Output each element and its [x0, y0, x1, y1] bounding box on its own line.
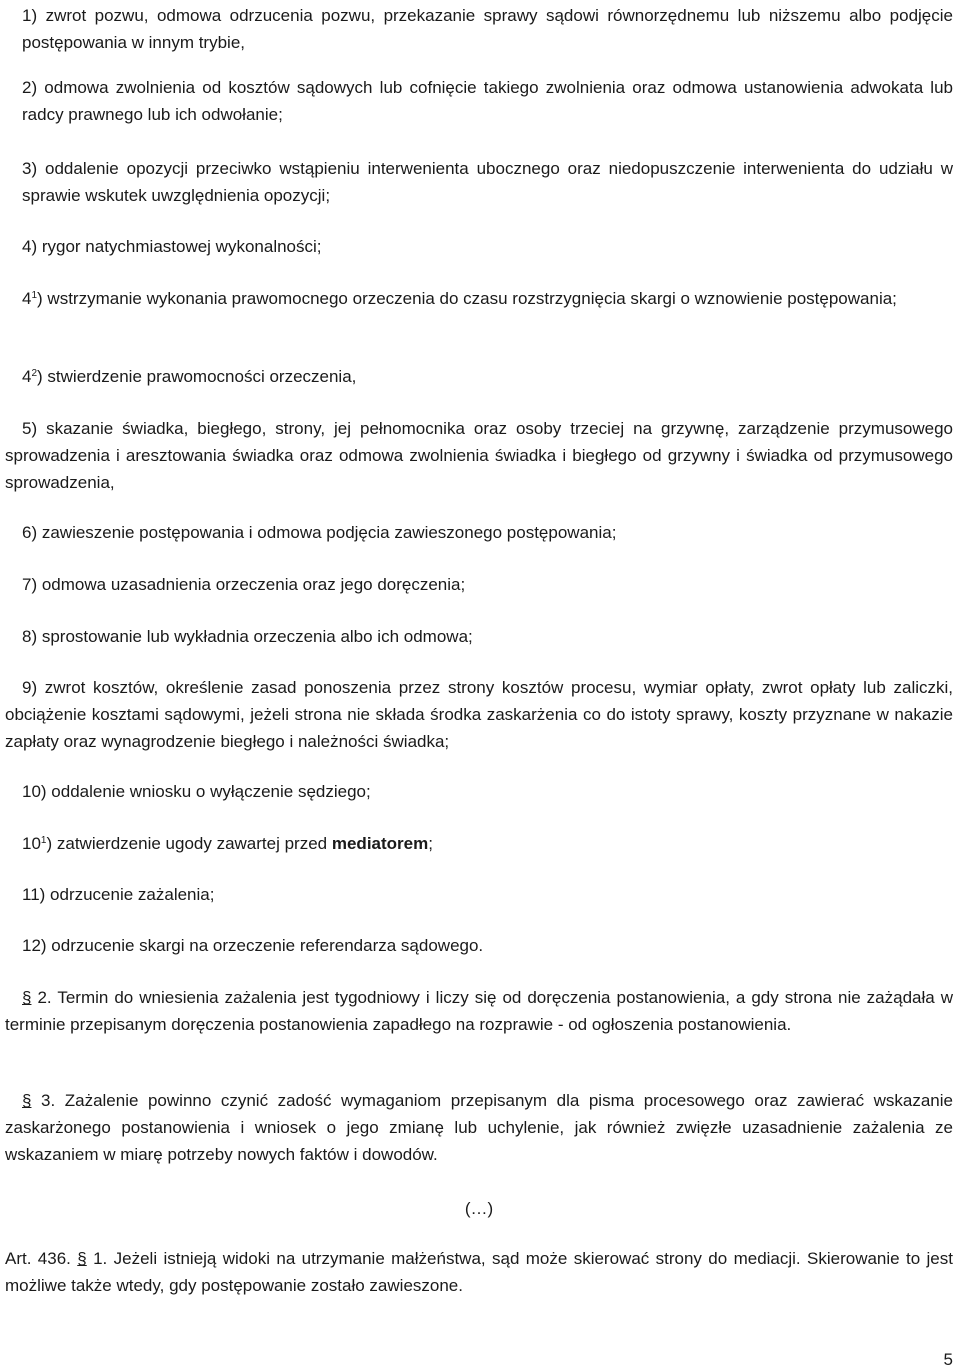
- list-item-6: 6) zawieszenie postępowania i odmowa podjęcia zawieszonego postępowania;: [22, 523, 617, 542]
- list-item-11: 11) odrzucenie zażalenia;: [22, 885, 215, 904]
- section-sign: §: [22, 1091, 32, 1110]
- list-item-4-1: $4^1$) wstrzymanie wykonania prawomocnego orzeczenia do czasu rozstrzygnięcia skargi o wznowienie postępowania;: [22, 289, 897, 308]
- list-item-4-2: $4^2$) stwierdzenie prawomocności orzeczenia,: [22, 367, 357, 386]
- list-item-10: 10) oddalenie wniosku o wyłączenie sędziego;: [22, 782, 371, 801]
- paragraph-3: § 3. Zażalenie powinno czynić zadość wymaganiom przepisanym dla pisma procesowego oraz zawierać wskazanie zaskarżonego postanowienia i wniosek o jego zmianę lub uchylenie, jak również zwięzłe uzasadnienie zażalenia ze wskazaniem w miarę potrzeby nowych faktów i dowodów.: [5, 1091, 953, 1164]
- list-item-3: 3) oddalenie opozycji przeciwko wstąpieniu interwenienta ubocznego oraz niedopuszczenie interwenienta do udziału w sprawie wskutek uwzględnienia opozycji;: [22, 159, 953, 205]
- section-sign: §: [22, 988, 32, 1007]
- article-436: Art. 436. § 1. Jeżeli istnieją widoki na utrzymanie małżeństwa, sąd może skierować strony do mediacji. Skierowanie to jest możliwe także wtedy, gdy postępowanie zostało zawieszone.: [5, 1249, 953, 1295]
- list-item-9: 9) zwrot kosztów, określenie zasad ponoszenia przez strony kosztów procesu, wymiar opłaty, zwrot opłaty lub zaliczki, obciążenie kosztami sądowymi, jeżeli strona nie składa środka zaskarżenia co do istoty sprawy, koszty przyznane w nakazie zapłaty oraz wynagrodzenie biegłego i należności świadka;: [5, 678, 953, 751]
- list-item-12: 12) odrzucenie skargi na orzeczenie referendarza sądowego.: [22, 936, 484, 955]
- list-item-1: 1) zwrot pozwu, odmowa odrzucenia pozwu, przekazanie sprawy sądowi równorzędnemu lub niższemu albo podjęcie postępowania w innym trybie,: [22, 6, 953, 52]
- paragraph-2: § 2. Termin do wniesienia zażalenia jest tygodniowy i liczy się od doręczenia postanowienia, a gdy strona nie zażądała w terminie przepisanym doręczenia postanowienia zapadłego na rozprawie - od ogłoszenia postanowienia.: [5, 988, 953, 1034]
- list-item-10-1: $10^1$) zatwierdzenie ugody zawartej przed mediatorem;: [22, 834, 433, 853]
- ellipsis: (…): [464, 1199, 494, 1218]
- list-item-2: 2) odmowa zwolnienia od kosztów sądowych lub cofnięcie takiego zwolnienia oraz odmowa ustanowienia adwokata lub radcy prawnego lub ich odwołanie;: [22, 78, 953, 124]
- list-item-5: 5) skazanie świadka, biegłego, strony, jej pełnomocnika oraz osoby trzeciej na grzywnę, zarządzenie przymusowego sprowadzenia i aresztowania świadka oraz odmowa zwolnienia świadka i biegłego od grzywny i świadka od przymusowego sprowadzenia,: [5, 419, 953, 492]
- section-sign: §: [77, 1249, 87, 1268]
- list-item-7: 7) odmowa uzasadnienia orzeczenia oraz jego doręczenia;: [22, 575, 466, 594]
- page-number: 5: [943, 1350, 953, 1369]
- list-item-4: 4) rygor natychmiastowej wykonalności;: [22, 237, 322, 256]
- bold-term: mediatorem: [331, 834, 429, 853]
- list-item-8: 8) sprostowanie lub wykładnia orzeczenia albo ich odmowa;: [22, 627, 473, 646]
